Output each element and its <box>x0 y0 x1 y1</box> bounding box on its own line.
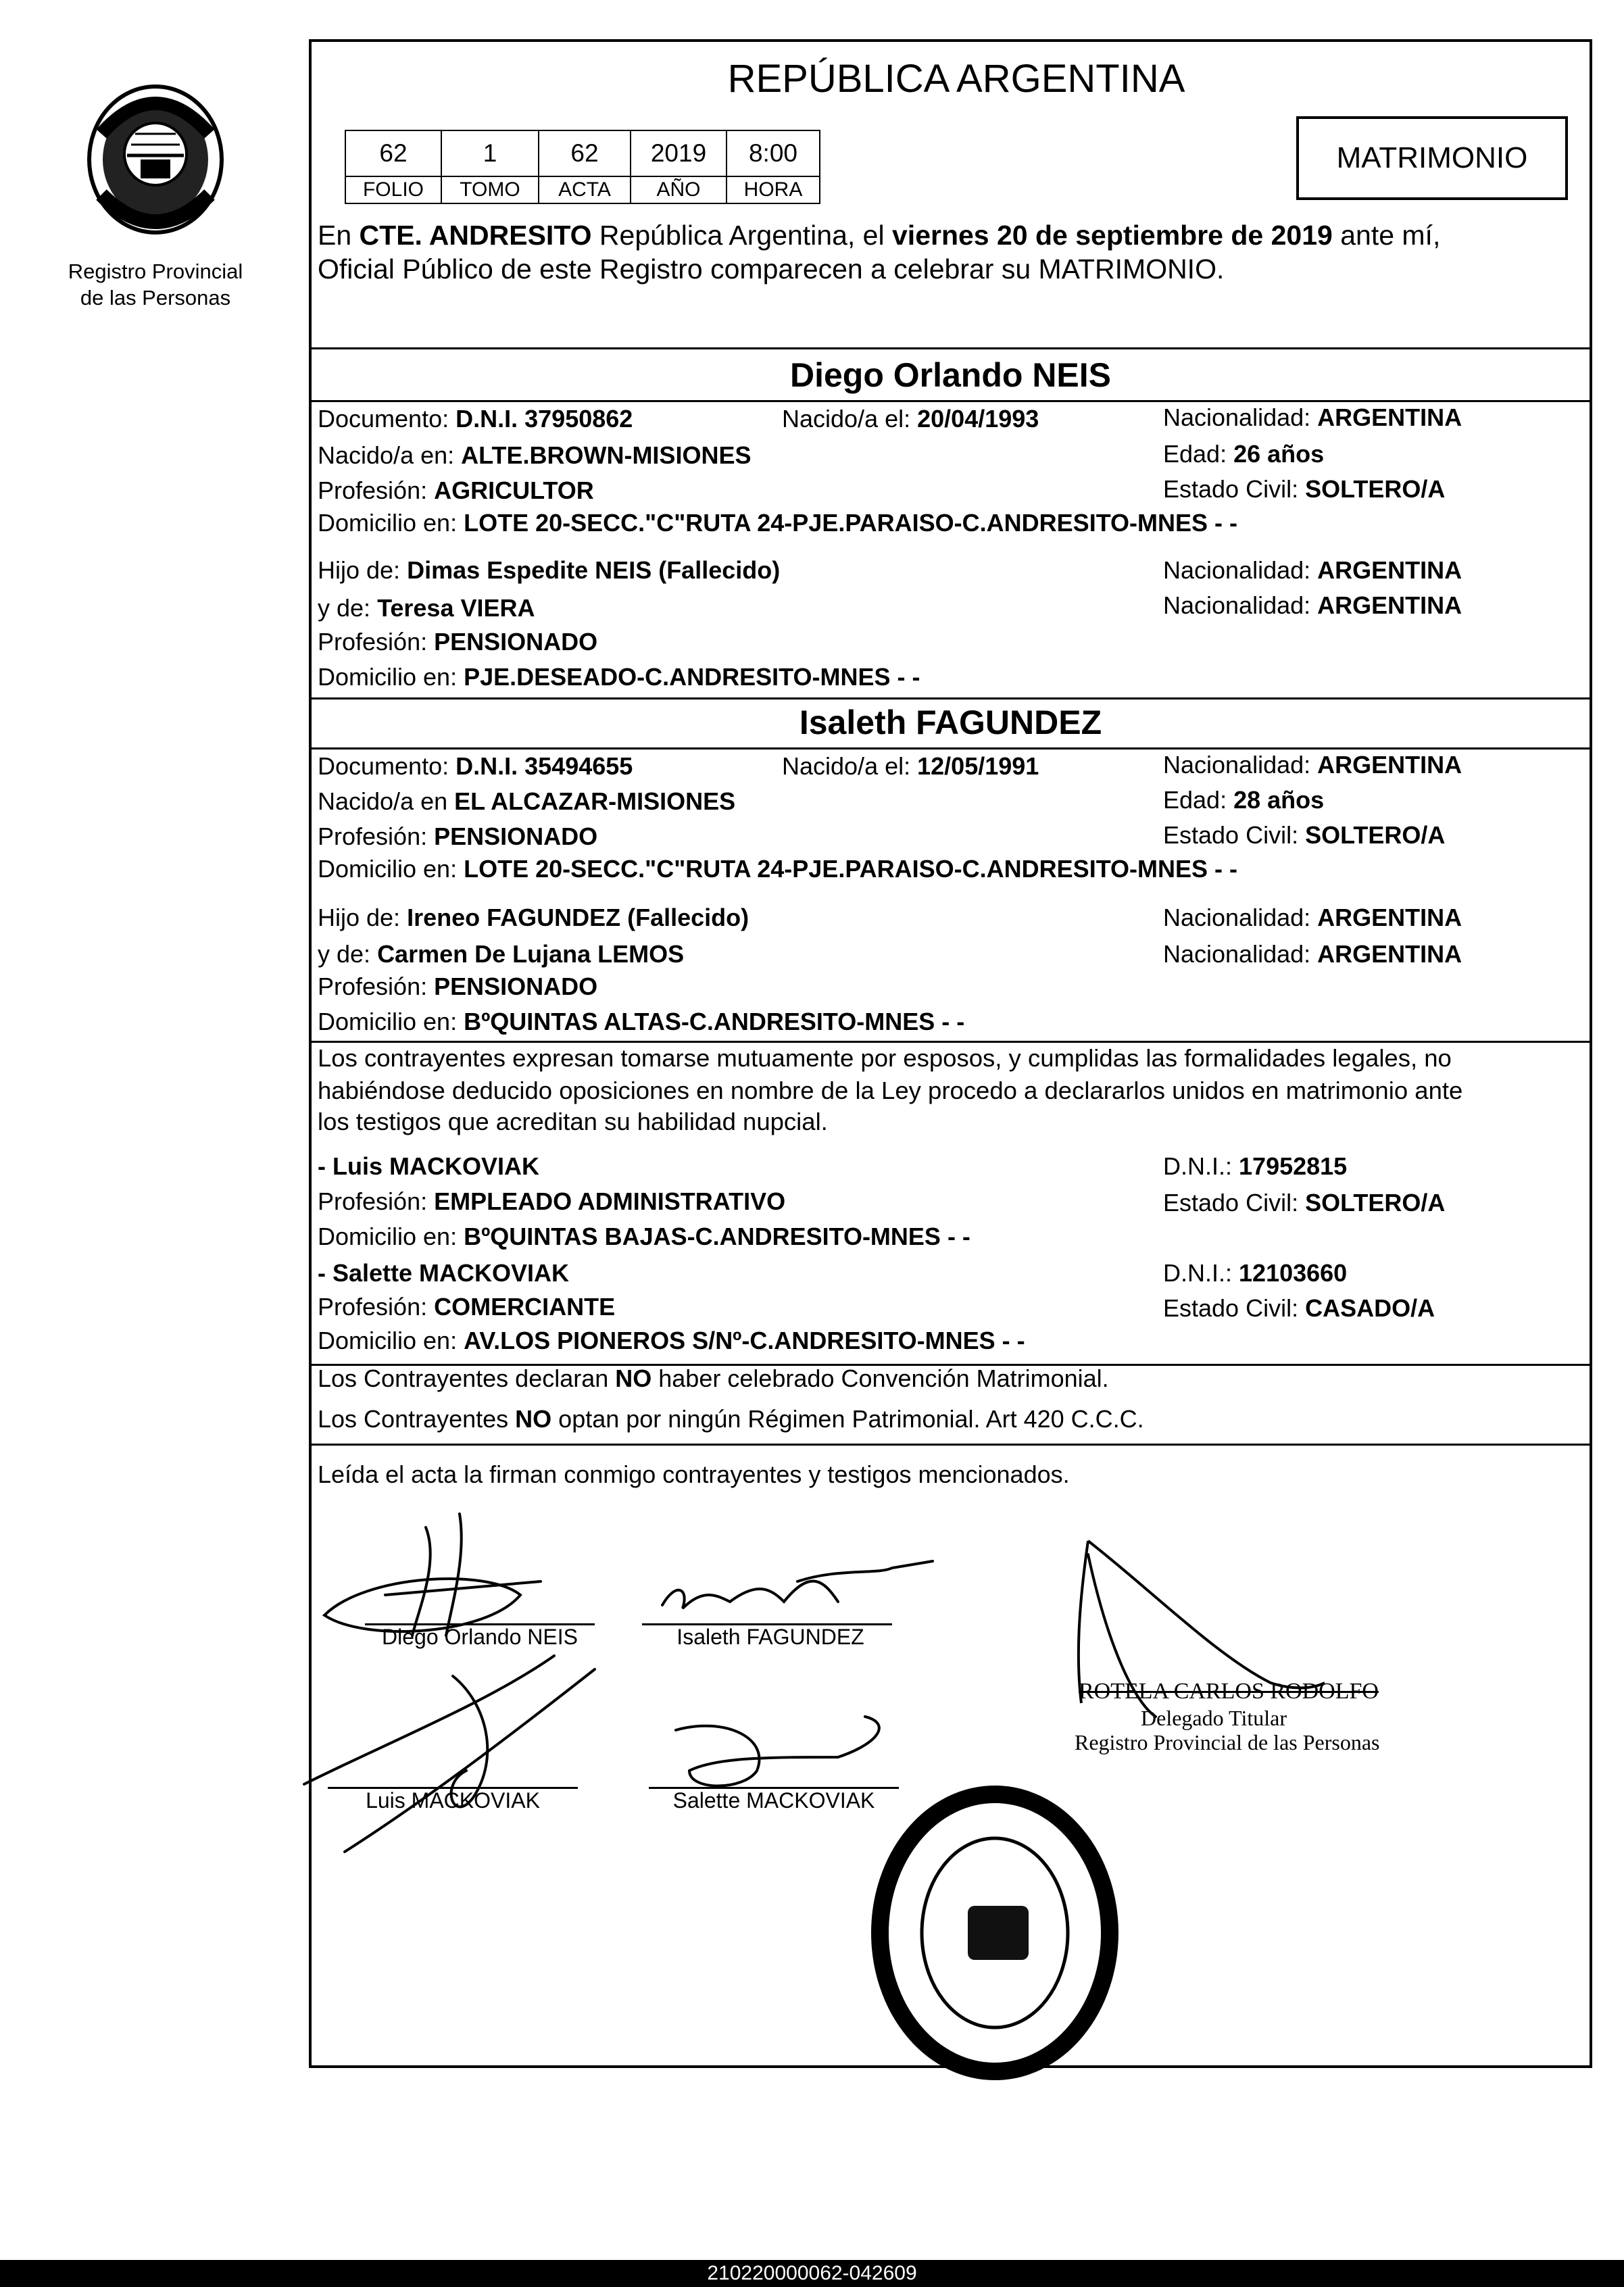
ceremony-date: viernes 20 de septiembre de 2019 <box>892 220 1333 251</box>
spouse1-profession: Profesión: AGRICULTOR <box>318 476 594 504</box>
record-folio-value: 62 <box>345 130 442 177</box>
spouse2-address: Domicilio en: LOTE 20-SECC."C"RUTA 24-PJE.PARAISO-C.ANDRESITO-MNES - - <box>318 855 1238 883</box>
declaration-line2: habiéndose deducido oposiciones en nombre de la Ley procedo a declararlos unidos en matrimonio ante <box>318 1077 1463 1104</box>
spouse1-born-in: Nacido/a en: ALTE.BROWN-MISIONES <box>318 441 752 469</box>
witness2-address: Domicilio en: AV.LOS PIONEROS S/Nº-C.ANDRESITO-MNES - - <box>318 1327 1025 1354</box>
document-type: MATRIMONIO <box>1336 141 1528 174</box>
registry-name-line2: de las Personas <box>80 286 231 310</box>
spouse1-father-nat: Nacionalidad: ARGENTINA <box>1163 556 1462 584</box>
spouse2-civil: Estado Civil: SOLTERO/A <box>1163 821 1446 849</box>
witness1-civil: Estado Civil: SOLTERO/A <box>1163 1189 1446 1216</box>
witness2-name: - Salette MACKOVIAK <box>318 1259 570 1287</box>
stamp-icon <box>866 1784 1123 2082</box>
spouse2-age: Edad: 28 años <box>1163 786 1325 814</box>
spouse2-birth: Nacido/a el: 12/05/1991 <box>782 752 1039 780</box>
spouse1-birth: Nacido/a el: 20/04/1993 <box>782 405 1039 433</box>
spouse2-parent-profession: Profesión: PENSIONADO <box>318 973 598 1000</box>
spouse1-nationality: Nacionalidad: ARGENTINA <box>1163 403 1462 431</box>
spouse1-parent-profession: Profesión: PENSIONADO <box>318 628 598 656</box>
signature-label-1: Diego Orlando NEIS <box>382 1625 578 1649</box>
divider <box>309 400 1592 402</box>
divider <box>309 1444 1592 1446</box>
declaration-line1: Los contrayentes expresan tomarse mutuamente por esposos, y cumplidas las formalidades legales, no <box>318 1044 1452 1072</box>
spouse1-mother: y de: Teresa VIERA <box>318 594 535 622</box>
record-hora-label: HORA <box>726 176 820 204</box>
declaration-line3: los testigos que acreditan su habilidad nupcial. <box>318 1108 828 1135</box>
registry-name-line1: Registro Provincial <box>68 260 243 283</box>
official-name: ROTELA CARLOS RODOLFO <box>1079 1679 1379 1704</box>
spouse2-name: Isaleth FAGUNDEZ <box>799 704 1102 741</box>
witness2-profession: Profesión: COMERCIANTE <box>318 1293 616 1321</box>
spouse2-mother: y de: Carmen De Lujana LEMOS <box>318 940 685 968</box>
intro-line2: Oficial Público de este Registro comparecen a celebrar su MATRIMONIO. <box>318 253 1225 285</box>
spouse2-father: Hijo de: Ireneo FAGUNDEZ (Fallecido) <box>318 904 749 931</box>
spouse1-father: Hijo de: Dimas Espedite NEIS (Fallecido) <box>318 556 781 584</box>
spouse2-profession: Profesión: PENSIONADO <box>318 822 598 850</box>
spouse1-address: Domicilio en: LOTE 20-SECC."C"RUTA 24-PJE.PARAISO-C.ANDRESITO-MNES - - <box>318 509 1238 537</box>
intro-line1: En CTE. ANDRESITO República Argentina, el viernes 20 de septiembre de 2019 ante mí, <box>318 220 1441 251</box>
signature-label-4: Salette MACKOVIAK <box>672 1788 875 1813</box>
footer-bar <box>0 2260 1624 2287</box>
registry-logo <box>74 80 237 255</box>
regime-line2: Los Contrayentes NO optan por ningún Régimen Patrimonial. Art 420 C.C.C. <box>318 1405 1144 1433</box>
page-title: REPÚBLICA ARGENTINA <box>727 57 1185 101</box>
divider <box>309 347 1592 349</box>
record-ano-value: 2019 <box>630 130 727 177</box>
witness1-profession: Profesión: EMPLEADO ADMINISTRATIVO <box>318 1187 786 1215</box>
spouse1-mother-nat: Nacionalidad: ARGENTINA <box>1163 591 1462 619</box>
document-code: 210220000062-042609 <box>707 2262 917 2284</box>
spouse2-born-in: Nacido/a en EL ALCAZAR-MISIONES <box>318 787 736 815</box>
divider <box>309 747 1592 749</box>
record-acta-label: ACTA <box>538 176 631 204</box>
spouse2-mother-nat: Nacionalidad: ARGENTINA <box>1163 940 1462 968</box>
spouse2-nationality: Nacionalidad: ARGENTINA <box>1163 751 1462 779</box>
record-tomo-label: TOMO <box>441 176 539 204</box>
spouse1-doc: Documento: D.N.I. 37950862 <box>318 405 633 433</box>
witness1-address: Domicilio en: BºQUINTAS BAJAS-C.ANDRESITO-MNES - - <box>318 1223 970 1250</box>
spouse1-parent-address: Domicilio en: PJE.DESEADO-C.ANDRESITO-MNES - - <box>318 663 920 691</box>
spouse2-doc: Documento: D.N.I. 35494655 <box>318 752 633 780</box>
spouse1-civil: Estado Civil: SOLTERO/A <box>1163 475 1446 503</box>
record-ano-label: AÑO <box>630 176 727 204</box>
official-title: Delegado Titular <box>1141 1706 1287 1730</box>
ceremony-place: CTE. ANDRESITO <box>359 220 592 251</box>
spouse2-parent-address: Domicilio en: BºQUINTAS ALTAS-C.ANDRESITO-MNES - - <box>318 1008 965 1035</box>
province-seal-icon <box>74 80 237 255</box>
spouse1-age: Edad: 26 años <box>1163 440 1325 468</box>
witness2-civil: Estado Civil: CASADO/A <box>1163 1294 1435 1322</box>
closing-text: Leída el acta la firman conmigo contrayentes y testigos mencionados. <box>318 1460 1070 1488</box>
record-folio-label: FOLIO <box>345 176 442 204</box>
official-stamp <box>866 1784 1123 2082</box>
witness1-name: - Luis MACKOVIAK <box>318 1152 539 1180</box>
record-hora-value: 8:00 <box>726 130 820 177</box>
witness1-dni: D.N.I.: 17952815 <box>1163 1152 1348 1180</box>
signature-label-2: Isaleth FAGUNDEZ <box>676 1625 864 1649</box>
official-org: Registro Provincial de las Personas <box>1075 1730 1380 1754</box>
regime-line1: Los Contrayentes declaran NO haber celebrado Convención Matrimonial. <box>318 1364 1109 1392</box>
divider <box>309 1041 1592 1043</box>
spouse1-name: Diego Orlando NEIS <box>789 356 1112 394</box>
signature-label-3: Luis MACKOVIAK <box>366 1788 540 1813</box>
spouse2-father-nat: Nacionalidad: ARGENTINA <box>1163 904 1462 931</box>
record-acta-value: 62 <box>538 130 631 177</box>
witness2-dni: D.N.I.: 12103660 <box>1163 1259 1348 1287</box>
document-type-box <box>1296 116 1568 200</box>
record-tomo-value: 1 <box>441 130 539 177</box>
